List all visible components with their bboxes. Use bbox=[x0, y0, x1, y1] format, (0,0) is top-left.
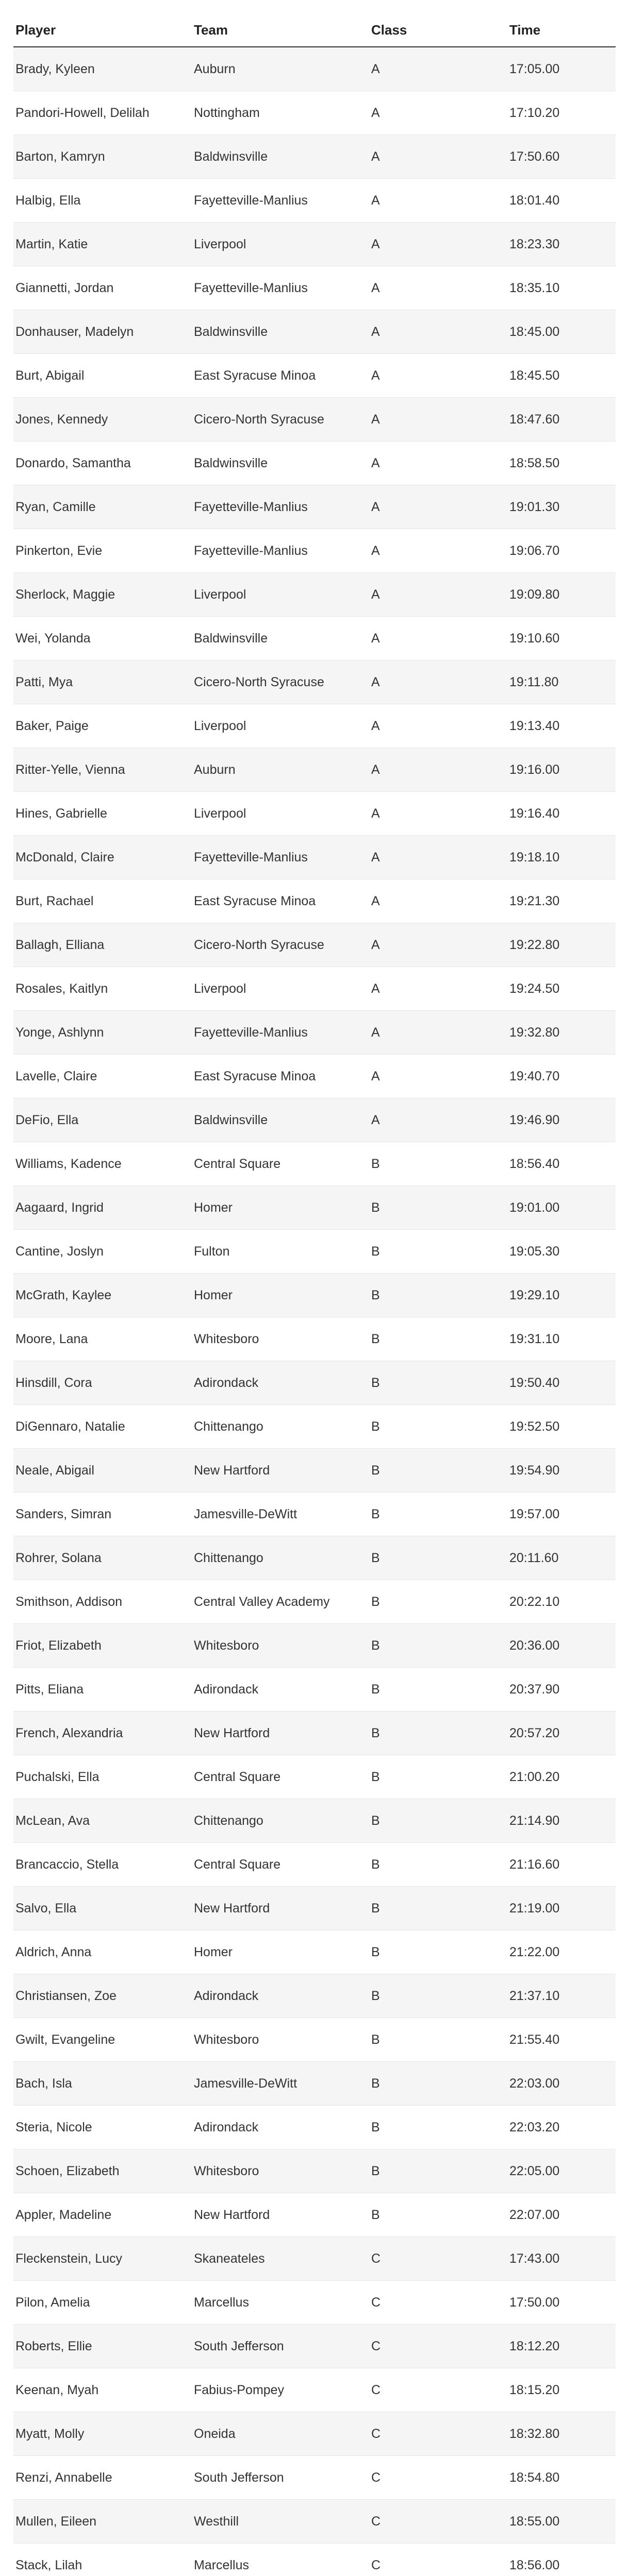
team-cell: Liverpool bbox=[194, 967, 371, 1011]
class-cell: B bbox=[371, 1142, 509, 1186]
team-cell: Cicero-North Syracuse bbox=[194, 660, 371, 704]
time-cell: 19:52.50 bbox=[509, 1405, 616, 1449]
time-cell: 21:22.00 bbox=[509, 1930, 616, 1974]
class-cell: B bbox=[371, 1317, 509, 1361]
player-cell: McLean, Ava bbox=[13, 1799, 194, 1843]
table-row bbox=[13, 1405, 616, 1449]
table-row bbox=[13, 529, 616, 573]
team-cell: Adirondack bbox=[194, 1974, 371, 2018]
time-cell: 18:56.40 bbox=[509, 1142, 616, 1186]
time-cell: 19:21.30 bbox=[509, 879, 616, 923]
table-row bbox=[13, 836, 616, 879]
table-row bbox=[13, 879, 616, 923]
player-cell: Williams, Kadence bbox=[13, 1142, 194, 1186]
table-row bbox=[13, 967, 616, 1011]
player-cell: Bach, Isla bbox=[13, 2062, 194, 2106]
player-cell: Hines, Gabrielle bbox=[13, 792, 194, 836]
time-cell: 18:35.10 bbox=[509, 266, 616, 310]
table-row bbox=[13, 1493, 616, 1536]
team-cell: Adirondack bbox=[194, 2106, 371, 2149]
table-row bbox=[13, 2412, 616, 2456]
time-cell: 18:15.20 bbox=[509, 2368, 616, 2412]
player-cell: Patti, Mya bbox=[13, 660, 194, 704]
team-cell: New Hartford bbox=[194, 1711, 371, 1755]
player-cell: Baker, Paige bbox=[13, 704, 194, 748]
time-cell: 19:40.70 bbox=[509, 1055, 616, 1098]
table-row bbox=[13, 442, 616, 485]
table-row bbox=[13, 792, 616, 836]
table-row bbox=[13, 2456, 616, 2500]
player-cell: DeFio, Ella bbox=[13, 1098, 194, 1142]
time-cell: 19:10.60 bbox=[509, 617, 616, 660]
team-cell: Cicero-North Syracuse bbox=[194, 398, 371, 442]
class-cell: A bbox=[371, 485, 509, 529]
team-cell: South Jefferson bbox=[194, 2456, 371, 2500]
time-cell: 19:31.10 bbox=[509, 1317, 616, 1361]
table-row bbox=[13, 1098, 616, 1142]
table-row bbox=[13, 1449, 616, 1493]
player-cell: Lavelle, Claire bbox=[13, 1055, 194, 1098]
team-cell: Jamesville-DeWitt bbox=[194, 2062, 371, 2106]
table-row bbox=[13, 1755, 616, 1799]
table-row bbox=[13, 2106, 616, 2149]
time-cell: 19:16.00 bbox=[509, 748, 616, 792]
player-cell: McDonald, Claire bbox=[13, 836, 194, 879]
class-cell: B bbox=[371, 2106, 509, 2149]
player-cell: Rohrer, Solana bbox=[13, 1536, 194, 1580]
table-row bbox=[13, 2325, 616, 2368]
player-cell: Burt, Rachael bbox=[13, 879, 194, 923]
table-header bbox=[13, 13, 616, 47]
player-cell: Moore, Lana bbox=[13, 1317, 194, 1361]
table-row bbox=[13, 1843, 616, 1887]
team-cell: East Syracuse Minoa bbox=[194, 1055, 371, 1098]
time-cell: 19:54.90 bbox=[509, 1449, 616, 1493]
time-cell: 18:01.40 bbox=[509, 179, 616, 223]
time-cell: 19:11.80 bbox=[509, 660, 616, 704]
team-cell: East Syracuse Minoa bbox=[194, 354, 371, 398]
time-cell: 18:23.30 bbox=[509, 223, 616, 266]
class-cell: B bbox=[371, 1887, 509, 1930]
class-cell: B bbox=[371, 1361, 509, 1405]
team-cell: Fayetteville-Manlius bbox=[194, 179, 371, 223]
class-cell: B bbox=[371, 1405, 509, 1449]
player-cell: Pilon, Amelia bbox=[13, 2281, 194, 2325]
class-cell: B bbox=[371, 1668, 509, 1711]
player-cell: Keenan, Myah bbox=[13, 2368, 194, 2412]
time-cell: 17:10.20 bbox=[509, 91, 616, 135]
class-cell: C bbox=[371, 2544, 509, 2576]
time-cell: 19:01.00 bbox=[509, 1186, 616, 1230]
class-cell: A bbox=[371, 879, 509, 923]
table-row bbox=[13, 354, 616, 398]
player-cell: Martin, Katie bbox=[13, 223, 194, 266]
player-cell: Brady, Kyleen bbox=[13, 47, 194, 91]
class-cell: B bbox=[371, 1274, 509, 1317]
team-cell: Central Square bbox=[194, 1755, 371, 1799]
column-header-class[interactable]: Class bbox=[371, 13, 509, 47]
player-cell: McGrath, Kaylee bbox=[13, 1274, 194, 1317]
player-cell: Ryan, Camille bbox=[13, 485, 194, 529]
class-cell: C bbox=[371, 2368, 509, 2412]
table-row bbox=[13, 1361, 616, 1405]
time-cell: 19:24.50 bbox=[509, 967, 616, 1011]
team-cell: Central Square bbox=[194, 1843, 371, 1887]
table-row bbox=[13, 2368, 616, 2412]
table-row bbox=[13, 266, 616, 310]
time-cell: 19:29.10 bbox=[509, 1274, 616, 1317]
player-cell: Appler, Madeline bbox=[13, 2193, 194, 2237]
time-cell: 19:46.90 bbox=[509, 1098, 616, 1142]
class-cell: A bbox=[371, 223, 509, 266]
class-cell: A bbox=[371, 354, 509, 398]
table-row bbox=[13, 1142, 616, 1186]
time-cell: 18:32.80 bbox=[509, 2412, 616, 2456]
table-row bbox=[13, 1799, 616, 1843]
time-cell: 19:06.70 bbox=[509, 529, 616, 573]
team-cell: Marcellus bbox=[194, 2281, 371, 2325]
team-cell: Chittenango bbox=[194, 1405, 371, 1449]
player-cell: Puchalski, Ella bbox=[13, 1755, 194, 1799]
table-row bbox=[13, 2018, 616, 2062]
team-cell: Central Valley Academy bbox=[194, 1580, 371, 1624]
team-cell: Fayetteville-Manlius bbox=[194, 266, 371, 310]
time-cell: 19:50.40 bbox=[509, 1361, 616, 1405]
class-cell: A bbox=[371, 792, 509, 836]
player-cell: Donardo, Samantha bbox=[13, 442, 194, 485]
team-cell: Baldwinsville bbox=[194, 310, 371, 354]
table-row bbox=[13, 2193, 616, 2237]
time-cell: 19:16.40 bbox=[509, 792, 616, 836]
table-row bbox=[13, 485, 616, 529]
team-cell: Adirondack bbox=[194, 1361, 371, 1405]
column-header-team[interactable]: Team bbox=[194, 13, 371, 47]
team-cell: Jamesville-DeWitt bbox=[194, 1493, 371, 1536]
team-cell: Chittenango bbox=[194, 1536, 371, 1580]
team-cell: East Syracuse Minoa bbox=[194, 879, 371, 923]
class-cell: A bbox=[371, 1055, 509, 1098]
player-cell: Ritter-Yelle, Vienna bbox=[13, 748, 194, 792]
class-cell: A bbox=[371, 748, 509, 792]
team-cell: Baldwinsville bbox=[194, 135, 371, 179]
player-cell: Stack, Lilah bbox=[13, 2544, 194, 2576]
player-cell: Halbig, Ella bbox=[13, 179, 194, 223]
table-row bbox=[13, 135, 616, 179]
player-cell: Aagaard, Ingrid bbox=[13, 1186, 194, 1230]
time-cell: 18:54.80 bbox=[509, 2456, 616, 2500]
player-cell: Yonge, Ashlynn bbox=[13, 1011, 194, 1055]
time-cell: 19:22.80 bbox=[509, 923, 616, 967]
player-cell: Fleckenstein, Lucy bbox=[13, 2237, 194, 2281]
time-cell: 21:37.10 bbox=[509, 1974, 616, 2018]
table-row bbox=[13, 1668, 616, 1711]
time-cell: 18:45.00 bbox=[509, 310, 616, 354]
time-cell: 19:01.30 bbox=[509, 485, 616, 529]
time-cell: 19:18.10 bbox=[509, 836, 616, 879]
team-cell: Cicero-North Syracuse bbox=[194, 923, 371, 967]
player-cell: Renzi, Annabelle bbox=[13, 2456, 194, 2500]
class-cell: A bbox=[371, 529, 509, 573]
player-cell: Burt, Abigail bbox=[13, 354, 194, 398]
team-cell: Whitesboro bbox=[194, 2018, 371, 2062]
time-cell: 20:37.90 bbox=[509, 1668, 616, 1711]
class-cell: A bbox=[371, 967, 509, 1011]
player-cell: Barton, Kamryn bbox=[13, 135, 194, 179]
class-cell: A bbox=[371, 310, 509, 354]
time-cell: 17:50.60 bbox=[509, 135, 616, 179]
team-cell: Fayetteville-Manlius bbox=[194, 529, 371, 573]
team-cell: Auburn bbox=[194, 748, 371, 792]
table-row bbox=[13, 1317, 616, 1361]
player-cell: Aldrich, Anna bbox=[13, 1930, 194, 1974]
class-cell: A bbox=[371, 704, 509, 748]
class-cell: A bbox=[371, 660, 509, 704]
team-cell: Skaneateles bbox=[194, 2237, 371, 2281]
class-cell: B bbox=[371, 1755, 509, 1799]
table-row bbox=[13, 2544, 616, 2576]
table-row bbox=[13, 573, 616, 617]
player-cell: Neale, Abigail bbox=[13, 1449, 194, 1493]
class-cell: B bbox=[371, 1930, 509, 1974]
class-cell: B bbox=[371, 1230, 509, 1274]
player-cell: Smithson, Addison bbox=[13, 1580, 194, 1624]
time-cell: 19:05.30 bbox=[509, 1230, 616, 1274]
time-cell: 21:16.60 bbox=[509, 1843, 616, 1887]
time-cell: 17:05.00 bbox=[509, 47, 616, 91]
class-cell: B bbox=[371, 1536, 509, 1580]
class-cell: B bbox=[371, 2018, 509, 2062]
player-cell: French, Alexandria bbox=[13, 1711, 194, 1755]
table-row bbox=[13, 1230, 616, 1274]
time-cell: 18:55.00 bbox=[509, 2500, 616, 2544]
player-cell: Roberts, Ellie bbox=[13, 2325, 194, 2368]
time-cell: 18:58.50 bbox=[509, 442, 616, 485]
table-row bbox=[13, 1580, 616, 1624]
team-cell: Liverpool bbox=[194, 573, 371, 617]
player-cell: Hinsdill, Cora bbox=[13, 1361, 194, 1405]
time-cell: 20:22.10 bbox=[509, 1580, 616, 1624]
table-row bbox=[13, 2281, 616, 2325]
table-row bbox=[13, 47, 616, 91]
table-body bbox=[13, 47, 616, 2576]
team-cell: Fayetteville-Manlius bbox=[194, 836, 371, 879]
table-row bbox=[13, 748, 616, 792]
team-cell: Homer bbox=[194, 1274, 371, 1317]
class-cell: A bbox=[371, 836, 509, 879]
team-cell: Homer bbox=[194, 1186, 371, 1230]
player-cell: Donhauser, Madelyn bbox=[13, 310, 194, 354]
header-row bbox=[13, 13, 616, 47]
team-cell: Baldwinsville bbox=[194, 442, 371, 485]
table-row bbox=[13, 617, 616, 660]
table-row bbox=[13, 2149, 616, 2193]
team-cell: South Jefferson bbox=[194, 2325, 371, 2368]
time-cell: 20:57.20 bbox=[509, 1711, 616, 1755]
class-cell: A bbox=[371, 442, 509, 485]
class-cell: C bbox=[371, 2500, 509, 2544]
time-cell: 18:12.20 bbox=[509, 2325, 616, 2368]
class-cell: A bbox=[371, 923, 509, 967]
class-cell: B bbox=[371, 1624, 509, 1668]
table-row bbox=[13, 1186, 616, 1230]
team-cell: Nottingham bbox=[194, 91, 371, 135]
team-cell: Whitesboro bbox=[194, 2149, 371, 2193]
class-cell: B bbox=[371, 2062, 509, 2106]
team-cell: Whitesboro bbox=[194, 1317, 371, 1361]
player-cell: Schoen, Elizabeth bbox=[13, 2149, 194, 2193]
player-cell: Salvo, Ella bbox=[13, 1887, 194, 1930]
class-cell: B bbox=[371, 1843, 509, 1887]
time-cell: 21:00.20 bbox=[509, 1755, 616, 1799]
time-cell: 22:03.00 bbox=[509, 2062, 616, 2106]
player-cell: Sherlock, Maggie bbox=[13, 573, 194, 617]
class-cell: A bbox=[371, 91, 509, 135]
time-cell: 22:03.20 bbox=[509, 2106, 616, 2149]
player-cell: Jones, Kennedy bbox=[13, 398, 194, 442]
time-cell: 21:55.40 bbox=[509, 2018, 616, 2062]
player-cell: Steria, Nicole bbox=[13, 2106, 194, 2149]
table-row bbox=[13, 1274, 616, 1317]
table-row bbox=[13, 179, 616, 223]
team-cell: Fayetteville-Manlius bbox=[194, 1011, 371, 1055]
time-cell: 19:09.80 bbox=[509, 573, 616, 617]
team-cell: New Hartford bbox=[194, 2193, 371, 2237]
team-cell: Liverpool bbox=[194, 223, 371, 266]
player-cell: Sanders, Simran bbox=[13, 1493, 194, 1536]
column-header-player[interactable]: Player bbox=[13, 13, 194, 47]
team-cell: Auburn bbox=[194, 47, 371, 91]
time-cell: 21:14.90 bbox=[509, 1799, 616, 1843]
class-cell: B bbox=[371, 1449, 509, 1493]
time-cell: 22:07.00 bbox=[509, 2193, 616, 2237]
player-cell: Brancaccio, Stella bbox=[13, 1843, 194, 1887]
player-cell: Gwilt, Evangeline bbox=[13, 2018, 194, 2062]
team-cell: Homer bbox=[194, 1930, 371, 1974]
team-cell: Fulton bbox=[194, 1230, 371, 1274]
table-row bbox=[13, 923, 616, 967]
table-row bbox=[13, 310, 616, 354]
player-cell: Rosales, Kaitlyn bbox=[13, 967, 194, 1011]
table-row bbox=[13, 1930, 616, 1974]
class-cell: C bbox=[371, 2237, 509, 2281]
player-cell: Pandori-Howell, Delilah bbox=[13, 91, 194, 135]
team-cell: Marcellus bbox=[194, 2544, 371, 2576]
time-cell: 18:45.50 bbox=[509, 354, 616, 398]
team-cell: Baldwinsville bbox=[194, 617, 371, 660]
player-cell: Myatt, Molly bbox=[13, 2412, 194, 2456]
player-cell: Cantine, Joslyn bbox=[13, 1230, 194, 1274]
team-cell: Whitesboro bbox=[194, 1624, 371, 1668]
class-cell: C bbox=[371, 2281, 509, 2325]
team-cell: Fabius-Pompey bbox=[194, 2368, 371, 2412]
table-row bbox=[13, 1624, 616, 1668]
team-cell: Liverpool bbox=[194, 792, 371, 836]
time-cell: 17:50.00 bbox=[509, 2281, 616, 2325]
table-row bbox=[13, 398, 616, 442]
time-cell: 19:32.80 bbox=[509, 1011, 616, 1055]
class-cell: C bbox=[371, 2456, 509, 2500]
player-cell: Giannetti, Jordan bbox=[13, 266, 194, 310]
team-cell: Baldwinsville bbox=[194, 1098, 371, 1142]
table-row bbox=[13, 1711, 616, 1755]
table-row bbox=[13, 704, 616, 748]
team-cell: Liverpool bbox=[194, 704, 371, 748]
class-cell: A bbox=[371, 266, 509, 310]
class-cell: B bbox=[371, 2149, 509, 2193]
class-cell: C bbox=[371, 2412, 509, 2456]
team-cell: Adirondack bbox=[194, 1668, 371, 1711]
class-cell: C bbox=[371, 2325, 509, 2368]
team-cell: Central Square bbox=[194, 1142, 371, 1186]
table-row bbox=[13, 2062, 616, 2106]
results-table bbox=[13, 13, 616, 2576]
time-cell: 20:36.00 bbox=[509, 1624, 616, 1668]
class-cell: B bbox=[371, 1974, 509, 2018]
player-cell: Friot, Elizabeth bbox=[13, 1624, 194, 1668]
class-cell: A bbox=[371, 179, 509, 223]
class-cell: B bbox=[371, 1580, 509, 1624]
time-cell: 21:19.00 bbox=[509, 1887, 616, 1930]
table-row bbox=[13, 2500, 616, 2544]
table-row bbox=[13, 1055, 616, 1098]
table-row bbox=[13, 2237, 616, 2281]
time-cell: 18:56.00 bbox=[509, 2544, 616, 2576]
table-row bbox=[13, 1536, 616, 1580]
class-cell: A bbox=[371, 617, 509, 660]
player-cell: Ballagh, Elliana bbox=[13, 923, 194, 967]
team-cell: Oneida bbox=[194, 2412, 371, 2456]
team-cell: Fayetteville-Manlius bbox=[194, 485, 371, 529]
time-cell: 18:47.60 bbox=[509, 398, 616, 442]
time-cell: 22:05.00 bbox=[509, 2149, 616, 2193]
team-cell: Westhill bbox=[194, 2500, 371, 2544]
player-cell: Mullen, Eileen bbox=[13, 2500, 194, 2544]
team-cell: New Hartford bbox=[194, 1887, 371, 1930]
class-cell: B bbox=[371, 1186, 509, 1230]
class-cell: A bbox=[371, 47, 509, 91]
player-cell: Wei, Yolanda bbox=[13, 617, 194, 660]
player-cell: Pinkerton, Evie bbox=[13, 529, 194, 573]
player-cell: Pitts, Eliana bbox=[13, 1668, 194, 1711]
class-cell: A bbox=[371, 573, 509, 617]
team-cell: New Hartford bbox=[194, 1449, 371, 1493]
table-row bbox=[13, 91, 616, 135]
time-cell: 17:43.00 bbox=[509, 2237, 616, 2281]
column-header-time[interactable]: Time bbox=[509, 13, 616, 47]
table-row bbox=[13, 660, 616, 704]
team-cell: Chittenango bbox=[194, 1799, 371, 1843]
player-cell: Christiansen, Zoe bbox=[13, 1974, 194, 2018]
class-cell: B bbox=[371, 1799, 509, 1843]
table-row bbox=[13, 1011, 616, 1055]
class-cell: B bbox=[371, 2193, 509, 2237]
class-cell: A bbox=[371, 1011, 509, 1055]
table-row bbox=[13, 1887, 616, 1930]
class-cell: A bbox=[371, 398, 509, 442]
class-cell: B bbox=[371, 1493, 509, 1536]
time-cell: 20:11.60 bbox=[509, 1536, 616, 1580]
time-cell: 19:13.40 bbox=[509, 704, 616, 748]
table-row bbox=[13, 223, 616, 266]
class-cell: A bbox=[371, 1098, 509, 1142]
time-cell: 19:57.00 bbox=[509, 1493, 616, 1536]
class-cell: B bbox=[371, 1711, 509, 1755]
class-cell: A bbox=[371, 135, 509, 179]
player-cell: DiGennaro, Natalie bbox=[13, 1405, 194, 1449]
table-row bbox=[13, 1974, 616, 2018]
